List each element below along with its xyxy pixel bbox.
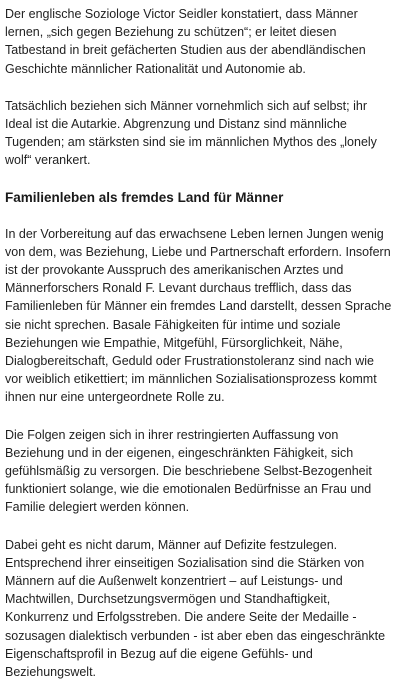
intro-paragraph-1: Der englische Soziologe Victor Seidler konstatiert, dass Männer lernen, „sich gegen Beziehung zu schützen“; er leitet diesen Tatbestand in breit gefächerten Studien aus der abendländischen Geschichte männlicher Rationalität und Autonomie ab. <box>5 7 366 76</box>
section-heading: Familienleben als fremdes Land für Männer <box>5 189 284 205</box>
section-paragraph-1: In der Vorbereitung auf das erwachsene Leben lernen Jungen wenig von dem, was Beziehung, Liebe und Partnerschaft erfordern. Insofern ist der provokante Ausspruch des amerikanischen Arztes und Männerforschers Ronald F. Levant durchaus trefflich, dass das Familienleben für Männer ein fremdes Land darstellt, dessen Sprache sie nicht sprechen. Basale Fähigkeiten für intime und soziale Beziehungen wie Empathie, Mitgefühl, Fürsorglichkeit, Nähe, Dialogbereitschaft, Geduld oder Frustrationstoleranz sind nach wie vor weiblich etikettiert; im männlichen Sozialisationsprozess kommt ihnen nur eine untergeordnete Rolle zu. <box>5 226 392 405</box>
section-paragraph-2: Die Folgen zeigen sich in ihrer restringierten Auffassung von Beziehung und in der eigenen, eingeschränkten Fähigkeit, sich gefühlsmäßig zu versorgen. Die beschriebene Selbst-Bezogenheit funktioniert solange, wie die emotionalen Bedürfnisse an Frau und Familie delegiert werden können. <box>5 427 372 515</box>
section-paragraph-3: Dabei geht es nicht darum, Männer auf Defizite festzulegen. Entsprechend ihrer einseitigen Sozialisation sind die Stärken von Männern auf die Außenwelt konzentriert – auf Leistungs- und Machtwillen, Durchsetzungsvermögen und Standhaftigkeit, Konkurrenz und Erfolgsstreben. Die andere Seite der Medaille - sozusagen dialektisch verbunden - ist aber eben das eingeschränkte Eigenschaftsprofil in Bezug auf die eigene Gefühls- und Beziehungswelt. <box>5 537 386 680</box>
article-body <box>5 5 393 700</box>
intro-paragraph-2: Tatsächlich beziehen sich Männer vornehmlich sich auf selbst; ihr Ideal ist die Autarkie. Abgrenzung und Distanz sind männliche Tugenden; am stärksten sind sie im männlichen Mythos des „lonely wolf“ verankert. <box>5 98 377 168</box>
